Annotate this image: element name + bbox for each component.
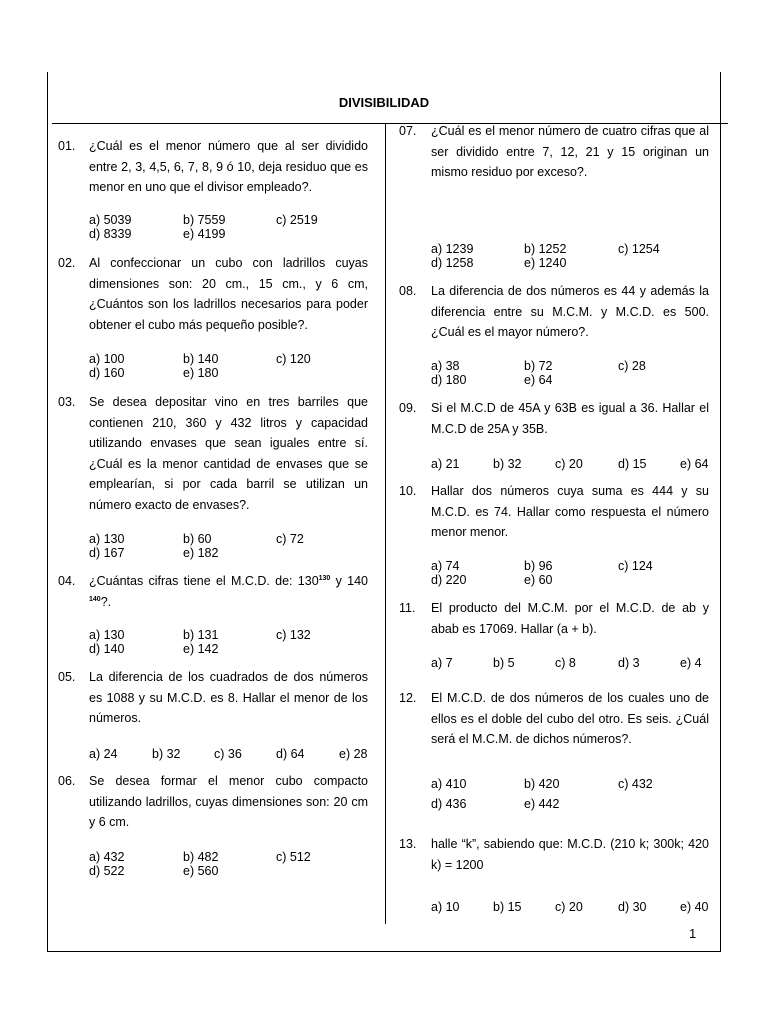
- option-a: a) 10: [431, 900, 460, 914]
- option-a: a) 21: [431, 457, 460, 471]
- option-b: b) 1252: [524, 242, 567, 256]
- question-number: 12.: [399, 691, 417, 705]
- question-text: Hallar dos números cuya suma es 444 y su M.C.D. es 74. Hallar como respuesta el número menor menor.: [431, 484, 709, 539]
- question-text: Se desea formar el menor cubo compacto utilizando ladrillos, cuyas dimensiones son: 20 cm y 6 cm.: [89, 774, 368, 829]
- option-e: e) 180: [183, 366, 219, 380]
- question-text: ¿Cuál es el menor número de cuatro cifras que al ser dividido entre 7, 12, 21 y 15 originan un mismo residuo por exceso?.: [431, 124, 709, 179]
- question-number: 07.: [399, 124, 417, 138]
- option-c: c) 132: [276, 628, 311, 642]
- option-d: d) 64: [276, 747, 305, 761]
- option-d: d) 30: [618, 900, 647, 914]
- option-b: b) 420: [524, 777, 560, 791]
- question-text: [89, 571, 368, 612]
- question-text: La diferencia de dos números es 44 y además la diferencia entre su M.C.M. y M.C.D. es 500. ¿Cuál es el mayor número?.: [431, 284, 709, 339]
- option-b: b) 140: [183, 352, 219, 366]
- option-c: c) 2519: [276, 213, 318, 227]
- option-e: e) 142: [183, 642, 219, 656]
- question-text-part: ¿Cuántas cifras tiene el M.C.D. de: 130: [89, 574, 319, 588]
- option-a: a) 5039: [89, 213, 132, 227]
- option-d: d) 140: [89, 642, 125, 656]
- option-c: c) 432: [618, 777, 653, 791]
- option-b: b) 482: [183, 850, 219, 864]
- option-e: e) 442: [524, 797, 560, 811]
- option-d: d) 167: [89, 546, 125, 560]
- page-title: DIVISIBILIDAD: [338, 95, 430, 110]
- option-d: d) 436: [431, 797, 467, 811]
- question-text: Se desea depositar vino en tres barriles que contienen 210, 360 y 432 litros y capacidad utilizando envases que sean iguales entre sí. ¿Cuál es la menor cantidad de envases que se emplearían, si por cada barril se utilizan un número exacto de envases?.: [89, 395, 368, 512]
- question-number: 13.: [399, 837, 417, 851]
- question-text: Al confeccionar un cubo con ladrillos cuyas dimensiones son: 20 cm., 15 cm., y 6 cm, ¿Cuántos son los ladrillos necesarios para poder obtener el cubo más pequeño posible?.: [89, 256, 368, 332]
- page-number: 1: [689, 926, 697, 941]
- question-text: La diferencia de los cuadrados de dos números es 1088 y su M.C.D. es 8. Hallar el menor de los números.: [89, 670, 368, 725]
- question-text: El producto del M.C.M. por el M.C.D. de ab y abab es 17069. Hallar (a + b).: [431, 601, 709, 636]
- option-c: c) 20: [555, 900, 583, 914]
- question-text-part: ?.: [100, 594, 112, 609]
- question-text: El M.C.D. de dos números de los cuales uno de ellos es el doble del cubo del otro. Es seis. ¿Cuál será el M.C.M. de dichos números?.: [431, 691, 709, 746]
- option-c: c) 1254: [618, 242, 660, 256]
- option-d: d) 8339: [89, 227, 132, 241]
- option-c: c) 8: [555, 656, 576, 670]
- question-number: 04.: [58, 574, 76, 588]
- option-a: a) 100: [89, 352, 125, 366]
- option-a: a) 24: [89, 747, 118, 761]
- option-b: b) 5: [493, 656, 515, 670]
- option-d: d) 160: [89, 366, 125, 380]
- option-c: c) 28: [618, 359, 646, 373]
- question-number: 01.: [58, 139, 76, 153]
- option-e: e) 40: [680, 900, 709, 914]
- option-d: d) 15: [618, 457, 647, 471]
- option-a: a) 7: [431, 656, 453, 670]
- option-b: b) 72: [524, 359, 553, 373]
- option-c: c) 512: [276, 850, 311, 864]
- option-d: d) 1258: [431, 256, 474, 270]
- question-number: 02.: [58, 256, 76, 270]
- option-b: b) 60: [183, 532, 212, 546]
- question-number: 06.: [58, 774, 76, 788]
- option-d: d) 220: [431, 573, 467, 587]
- option-b: b) 131: [183, 628, 219, 642]
- option-a: a) 410: [431, 777, 467, 791]
- option-c: c) 120: [276, 352, 311, 366]
- question-text: ¿Cuál es el menor número que al ser dividido entre 2, 3, 4,5, 6, 7, 8, 9 ó 10, deja residuo que es menor en uno que el divisor empleado?.: [89, 139, 368, 194]
- option-e: e) 60: [524, 573, 553, 587]
- question-text: Si el M.C.D de 45A y 63B es igual a 36. Hallar el M.C.D de 25A y 35B.: [431, 401, 709, 436]
- option-d: d) 180: [431, 373, 467, 387]
- question-text-part: y 140: [330, 574, 368, 588]
- question-number: 05.: [58, 670, 76, 684]
- option-b: b) 15: [493, 900, 522, 914]
- option-a: a) 130: [89, 532, 125, 546]
- option-b: b) 32: [493, 457, 522, 471]
- option-a: a) 38: [431, 359, 460, 373]
- exponent: 140: [89, 595, 101, 603]
- option-a: a) 74: [431, 559, 460, 573]
- question-number: 09.: [399, 401, 417, 415]
- option-d: d) 522: [89, 864, 125, 878]
- option-e: e) 4: [680, 656, 702, 670]
- left-border: [47, 72, 48, 952]
- question-number: 08.: [399, 284, 417, 298]
- option-b: b) 96: [524, 559, 553, 573]
- right-border: [720, 72, 721, 952]
- option-a: a) 1239: [431, 242, 474, 256]
- option-e: e) 64: [524, 373, 553, 387]
- option-a: a) 432: [89, 850, 125, 864]
- option-e: e) 182: [183, 546, 219, 560]
- option-e: e) 64: [680, 457, 709, 471]
- option-b: b) 7559: [183, 213, 226, 227]
- question-text: halle “k”, sabiendo que: M.C.D. (210 k; 300k; 420 k) = 1200: [431, 837, 709, 872]
- question-number: 10.: [399, 484, 417, 498]
- option-e: e) 28: [339, 747, 368, 761]
- option-e: e) 4199: [183, 227, 226, 241]
- option-c: c) 124: [618, 559, 653, 573]
- question-number: 11.: [399, 601, 416, 615]
- option-c: c) 72: [276, 532, 304, 546]
- option-a: a) 130: [89, 628, 125, 642]
- option-e: e) 560: [183, 864, 219, 878]
- option-b: b) 32: [152, 747, 181, 761]
- option-c: c) 20: [555, 457, 583, 471]
- bottom-border: [47, 951, 721, 952]
- option-c: c) 36: [214, 747, 242, 761]
- column-divider: [385, 123, 386, 924]
- option-d: d) 3: [618, 656, 640, 670]
- exponent: 130: [318, 574, 331, 582]
- option-e: e) 1240: [524, 256, 567, 270]
- question-number: 03.: [58, 395, 76, 409]
